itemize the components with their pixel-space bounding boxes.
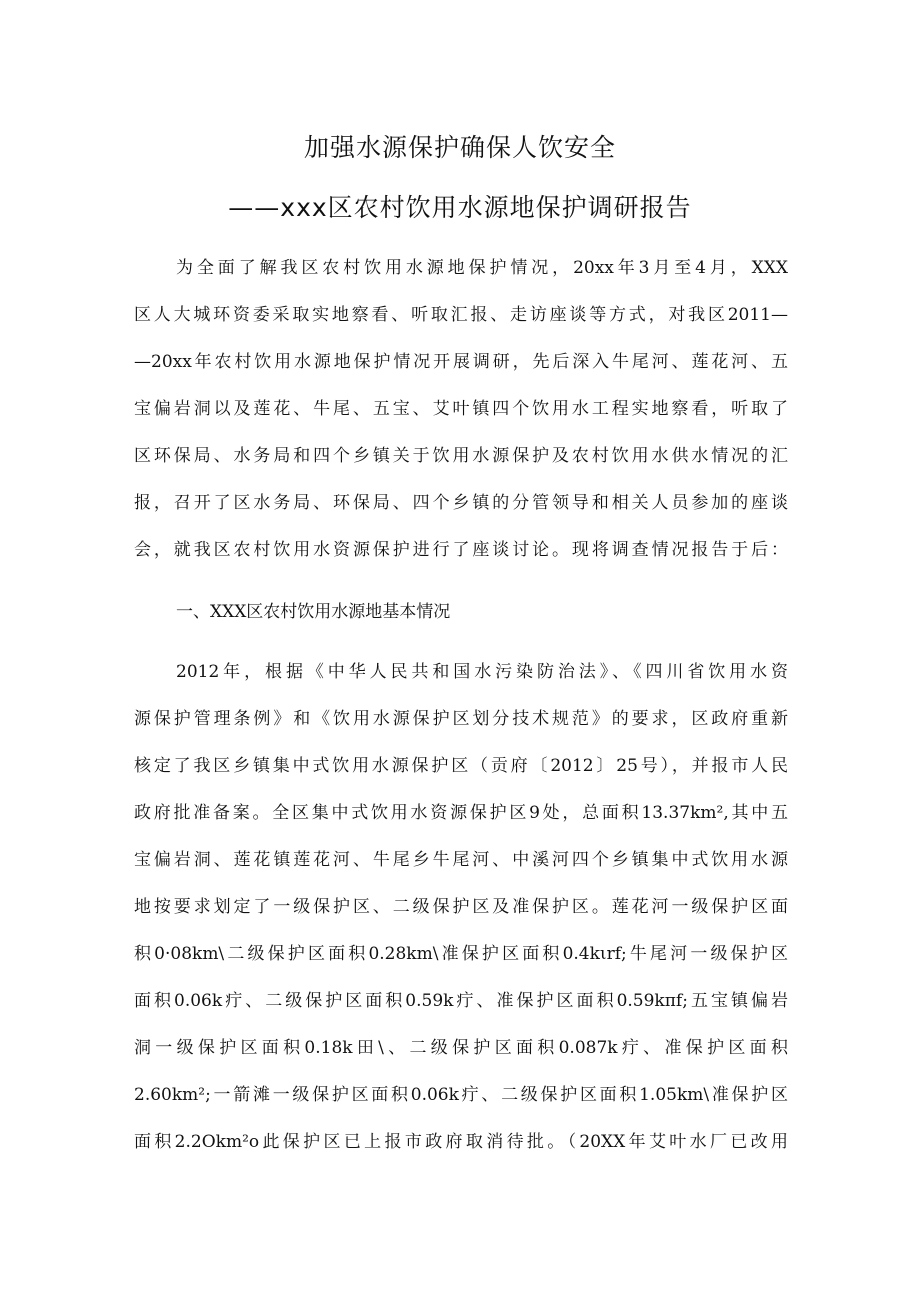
paragraph-line: 2012年，根据《中华人民共和国水污染防治法》、《四川省饮用水资 (176, 662, 788, 682)
paragraph-line: 地按要求划定了一级保护区、二级保护区及准保护区。莲花河一级保护区面 (134, 897, 788, 917)
paragraph-line: 区人大城环资委采取实地察看、听取汇报、走访座谈等方式，对我区2011— (134, 305, 788, 325)
paragraph-line: 政府批准备案。全区集中式饮用水资源保护区9处，总面积13.37km²,其中五 (134, 803, 788, 823)
paragraph-line: 积0·08km\二级保护区面积0.28km\准保护区面积0.4kιrf;牛尾河一级保护区 (134, 944, 788, 964)
paragraph-line: —20xx年农村饮用水源地保护情况开展调研，先后深入牛尾河、莲花河、五 (134, 352, 788, 372)
section-heading: 一、XXX区农村饮用水源地基本情况 (176, 602, 451, 622)
paragraph-line: 为全面了解我区农村饮用水源地保护情况，20xx年3月至4月，XXX (176, 258, 788, 278)
paragraph-line: 区环保局、水务局和四个乡镇关于饮用水源保护及农村饮用水供水情况的汇 (134, 446, 788, 466)
paragraph-line: 报，召开了区水务局、环保局、四个乡镇的分管领导和相关人员参加的座谈 (134, 493, 788, 513)
paragraph-line: 源保护管理条例》和《饮用水源保护区划分技术规范》的要求，区政府重新 (134, 709, 788, 729)
document-title: 加强水源保护确保人饮安全 (303, 133, 616, 162)
paragraph-line: 核定了我区乡镇集中式饮用水源保护区（贡府〔2012〕25号），并报市人民 (134, 756, 788, 776)
paragraph-line: 2.60km²;一箭滩一级保护区面积0.06k疔、二级保护区面积1.05km\准保护区 (134, 1085, 788, 1105)
paragraph-line: 洞一级保护区面积0.18k田\、二级保护区面积0.087k疔、准保护区面积 (134, 1038, 788, 1058)
paragraph-line: 面积2.2Okm²o此保护区已上报市政府取消待批。（20XX年艾叶水厂已改用 (134, 1132, 788, 1152)
document-subtitle: ——xxx区农村饮用水源地保护调研报告 (228, 193, 692, 222)
paragraph-line: 宝偏岩洞以及莲花、牛尾、五宝、艾叶镇四个饮用水工程实地察看，听取了 (134, 399, 788, 419)
paragraph-line: 面积0.06k疔、二级保护区面积0.59k疔、准保护区面积0.59kπf;五宝镇偏岩 (134, 991, 788, 1011)
paragraph-line: 会，就我区农村饮用水资源保护进行了座谈讨论。现将调查情况报告于后： (134, 540, 788, 560)
paragraph-line: 宝偏岩洞、莲花镇莲花河、牛尾乡牛尾河、中溪河四个乡镇集中式饮用水源 (134, 850, 788, 870)
